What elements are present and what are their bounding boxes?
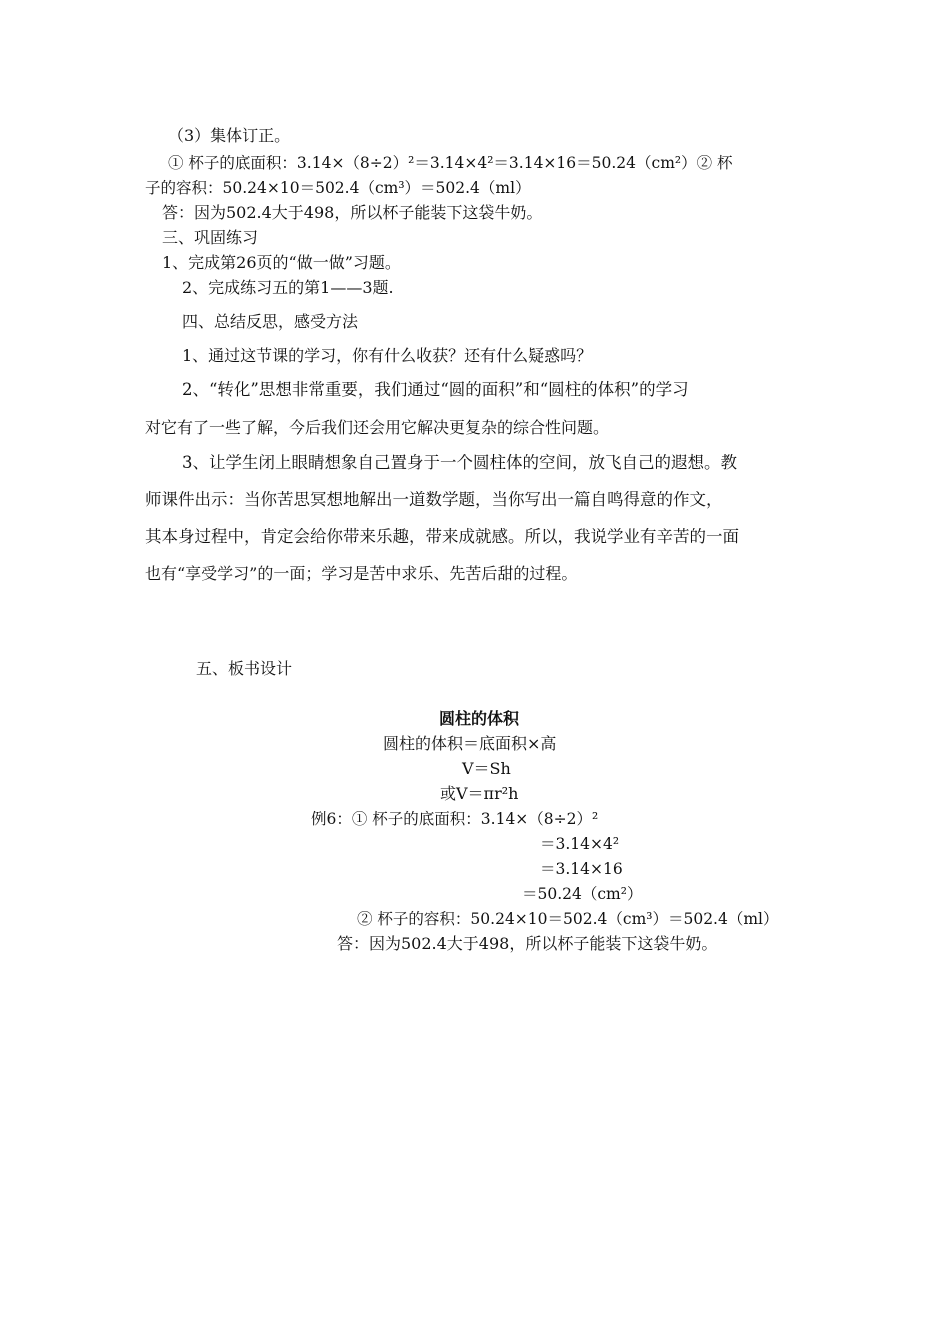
practice-item-1: 1、完成第26页的“做一做”习题。 (162, 253, 401, 272)
board-example-line-2: ＝3.14×4² (540, 835, 620, 853)
board-formula-2: V＝Sh (462, 759, 511, 778)
board-title: 圆柱的体积 (439, 709, 520, 728)
summary-item-2-line-1: 2、“转化”思想非常重要，我们通过“圆的面积”和“圆柱的体积”的学习 (182, 380, 689, 399)
board-example-line-5: ② 杯子的容积：50.24×10＝502.4（cm³）＝502.4（ml） (357, 910, 779, 928)
board-example-line-3: ＝3.14×16 (540, 860, 623, 878)
summary-heading: 四、总结反思，感受方法 (182, 312, 359, 331)
summary-item-1: 1、通过这节课的学习，你有什么收获？还有什么疑惑吗？ (182, 346, 593, 365)
summary-item-3-line-3: 其本身过程中，肯定会给你带来乐趣，带来成就感。所以，我说学业有辛苦的一面 (145, 527, 739, 546)
board-heading: 五、板书设计 (196, 659, 293, 678)
board-formula-3: 或V＝πr²h (440, 784, 519, 803)
answer-text: 答：因为502.4大于498，所以杯子能装下这袋牛奶。 (162, 203, 543, 222)
practice-item-2: 2、完成练习五的第1——3题. (182, 278, 394, 297)
summary-item-3-line-1: 3、让学生闭上眼睛想象自己置身于一个圆柱体的空间，放飞自己的遐想。教 (182, 453, 737, 472)
summary-item-3-line-2: 师课件出示：当你苦思冥想地解出一道数学题，当你写出一篇自鸣得意的作文， (145, 490, 723, 509)
calc-line-1: ① 杯子的底面积：3.14×（8÷2）²＝3.14×4²＝3.14×16＝50.24（cm²）② 杯 (168, 154, 733, 172)
board-example-line-4: ＝50.24（cm²） (522, 885, 643, 903)
calc-line-2: 子的容积：50.24×10＝502.4（cm³）＝502.4（ml） (145, 179, 531, 197)
board-formula-1: 圆柱的体积＝底面积×高 (383, 734, 557, 753)
step3-heading: （3）集体订正。 (168, 126, 291, 145)
summary-item-2-line-2: 对它有了一些了解，今后我们还会用它解决更复杂的综合性问题。 (145, 418, 610, 437)
board-example-line-1: 例6：① 杯子的底面积：3.14×（8÷2）² (311, 810, 599, 828)
practice-heading: 三、巩固练习 (162, 228, 259, 247)
board-example-answer: 答：因为502.4大于498，所以杯子能装下这袋牛奶。 (337, 934, 718, 953)
summary-item-3-line-4: 也有“享受学习”的一面；学习是苦中求乐、先苦后甜的过程。 (145, 564, 578, 583)
